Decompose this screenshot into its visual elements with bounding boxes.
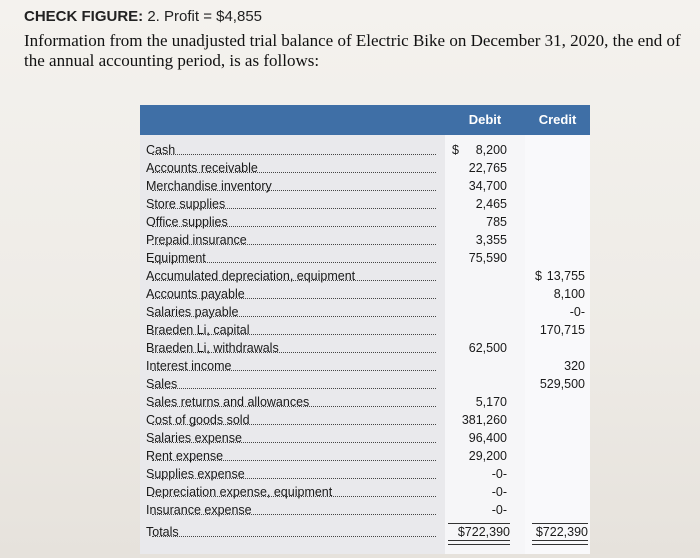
credit-amount: 320 [564,359,585,373]
debit-amount: 381,260 [461,413,507,427]
table-row [140,465,590,483]
table-row [140,429,590,447]
account-name [146,195,446,213]
debit-dollar-sign: $ [452,143,459,157]
account-name [146,159,446,177]
table-row [140,411,590,429]
table-row [140,285,590,303]
account-name [146,483,446,501]
check-figure-label: CHECK FIGURE: [24,8,144,25]
table-row [140,447,590,465]
debit-amount: 3,355 [475,233,507,247]
account-name [146,267,446,285]
debit-total: $722,390 [457,525,510,539]
totals-row [140,523,590,541]
credit-total: $722,390 [535,525,588,539]
account-label: Accumulated depreciation, equipment [146,269,356,283]
table-row [140,159,590,177]
account-label: Cost of goods sold [146,413,250,427]
debit-amount: 29,200 [468,449,507,463]
table-row [140,501,590,519]
debit-amount: 75,590 [468,251,507,265]
account-label: Salaries payable [146,305,239,319]
account-label: Cash [146,143,176,157]
credit-header: Credit [538,112,577,127]
account-name [146,177,446,195]
account-label: Accounts receivable [146,161,258,175]
debit-amount: -0- [491,503,507,517]
table-row [140,303,590,321]
account-name [146,411,446,429]
account-label: Merchandise inventory [146,179,272,193]
account-label: Interest income [146,359,232,373]
account-name [146,249,446,267]
table-row [140,249,590,267]
table-row [140,231,590,249]
dot-leader [152,388,436,389]
problem-statement: Information from the unadjusted trial balance of Electric Bike on December 31, 2020, the end of the annual accounting period, is as follows: [24,31,681,70]
account-name [146,231,446,249]
table-row [140,267,590,285]
account-name [146,393,446,411]
table-row [140,177,590,195]
account-name [146,141,446,159]
account-label: Sales returns and allowances [146,395,310,409]
debit-amount: 62,500 [468,341,507,355]
account-label: Prepaid insurance [146,233,247,247]
credit-amount: 529,500 [539,377,585,391]
account-name [146,429,446,447]
account-label: Depreciation expense, equipment [146,485,333,499]
totals-label-cell [146,523,446,541]
account-label: Equipment [146,251,206,265]
debit-amount: 34,700 [468,179,507,193]
table-row [140,339,590,357]
account-label: Sales [146,377,178,391]
credit-double-underline [532,540,588,545]
credit-amount: 8,100 [553,287,585,301]
credit-amount: -0- [569,305,585,319]
account-label: Supplies expense [146,467,245,481]
account-name [146,303,446,321]
debit-amount: 22,765 [468,161,507,175]
account-label: Insurance expense [146,503,252,517]
credit-amount: 170,715 [539,323,585,337]
account-label: Accounts payable [146,287,245,301]
table-row [140,141,590,159]
dot-leader [152,154,436,155]
table-header [140,105,590,135]
credit-amount: 13,755 [546,269,585,283]
account-name [146,339,446,357]
debit-amount: 96,400 [468,431,507,445]
account-name [146,213,446,231]
debit-amount: 5,170 [475,395,507,409]
table-row [140,375,590,393]
account-label: Rent expense [146,449,224,463]
account-name [146,321,446,339]
check-figure-text: 2. Profit = $4,855 [147,8,263,25]
account-name [146,375,446,393]
debit-amount: -0- [491,467,507,481]
account-label: Office supplies [146,215,228,229]
debit-header: Debit [468,112,502,127]
account-name [146,501,446,519]
table-row [140,357,590,375]
account-name [146,357,446,375]
debit-amount: 2,465 [475,197,507,211]
totals-label: Totals [146,525,179,539]
debit-double-underline [448,540,510,545]
account-label: Salaries expense [146,431,242,445]
account-label: Store supplies [146,197,226,211]
table-row [140,213,590,231]
account-name [146,447,446,465]
account-label: Braeden Li, withdrawals [146,341,279,355]
account-label: Braeden Li, capital [146,323,250,337]
debit-amount: 8,200 [475,143,507,157]
check-figure [24,8,262,25]
table-row [140,321,590,339]
debit-amount: 785 [486,215,507,229]
debit-amount: -0- [491,485,507,499]
account-name [146,465,446,483]
table-row [140,393,590,411]
trial-balance-table [140,105,590,554]
table-row [140,195,590,213]
account-name [146,285,446,303]
credit-dollar-sign: $ [535,269,542,283]
table-row [140,483,590,501]
dot-leader [152,536,436,537]
